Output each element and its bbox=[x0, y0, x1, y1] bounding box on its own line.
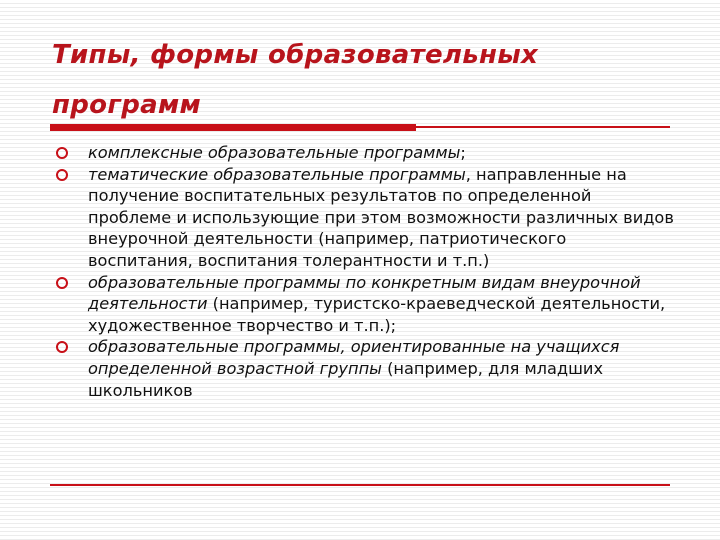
hollow-circle-bullet-icon bbox=[56, 169, 68, 181]
list-item bbox=[56, 164, 676, 272]
program-types-list bbox=[56, 142, 676, 401]
list-item-italic: тематические образовательные программы bbox=[88, 164, 466, 184]
list-item-text: , направленные на получение воспитательных результатов по определенной проблеме и использующие при этом возможности различных видов внеурочной деятельности (например, патриотического воспитания, воспитания толерантности и т.п.) bbox=[88, 164, 674, 270]
hollow-circle-bullet-icon bbox=[56, 277, 68, 289]
list-item-text: ; bbox=[460, 143, 466, 162]
list-item-italic: образовательные программы по конкретным видам внеурочной деятельности bbox=[88, 272, 641, 314]
bottom-divider bbox=[50, 484, 670, 486]
list-item bbox=[56, 142, 676, 164]
hollow-circle-bullet-icon bbox=[56, 147, 68, 159]
slide-title bbox=[52, 30, 672, 130]
list-item-text: (например, для младших школьников bbox=[88, 358, 604, 400]
list-item-italic: комплексные образовательные программы bbox=[88, 143, 461, 162]
slide-title-line-2: программ bbox=[52, 90, 202, 120]
title-underline-thin bbox=[416, 126, 670, 128]
list-item-text: (например, туристско-краеведческой деятельности, художественное творчество и т.п.); bbox=[88, 294, 666, 335]
slide-title-line-1: Типы, формы образовательных bbox=[52, 40, 539, 70]
title-underline-thick bbox=[50, 124, 416, 131]
list-item bbox=[56, 272, 676, 337]
hollow-circle-bullet-icon bbox=[56, 341, 68, 353]
list-item bbox=[56, 336, 676, 401]
list-item-italic: образовательные программы, ориентированные на учащихся определенной возрастной группы bbox=[88, 337, 620, 378]
